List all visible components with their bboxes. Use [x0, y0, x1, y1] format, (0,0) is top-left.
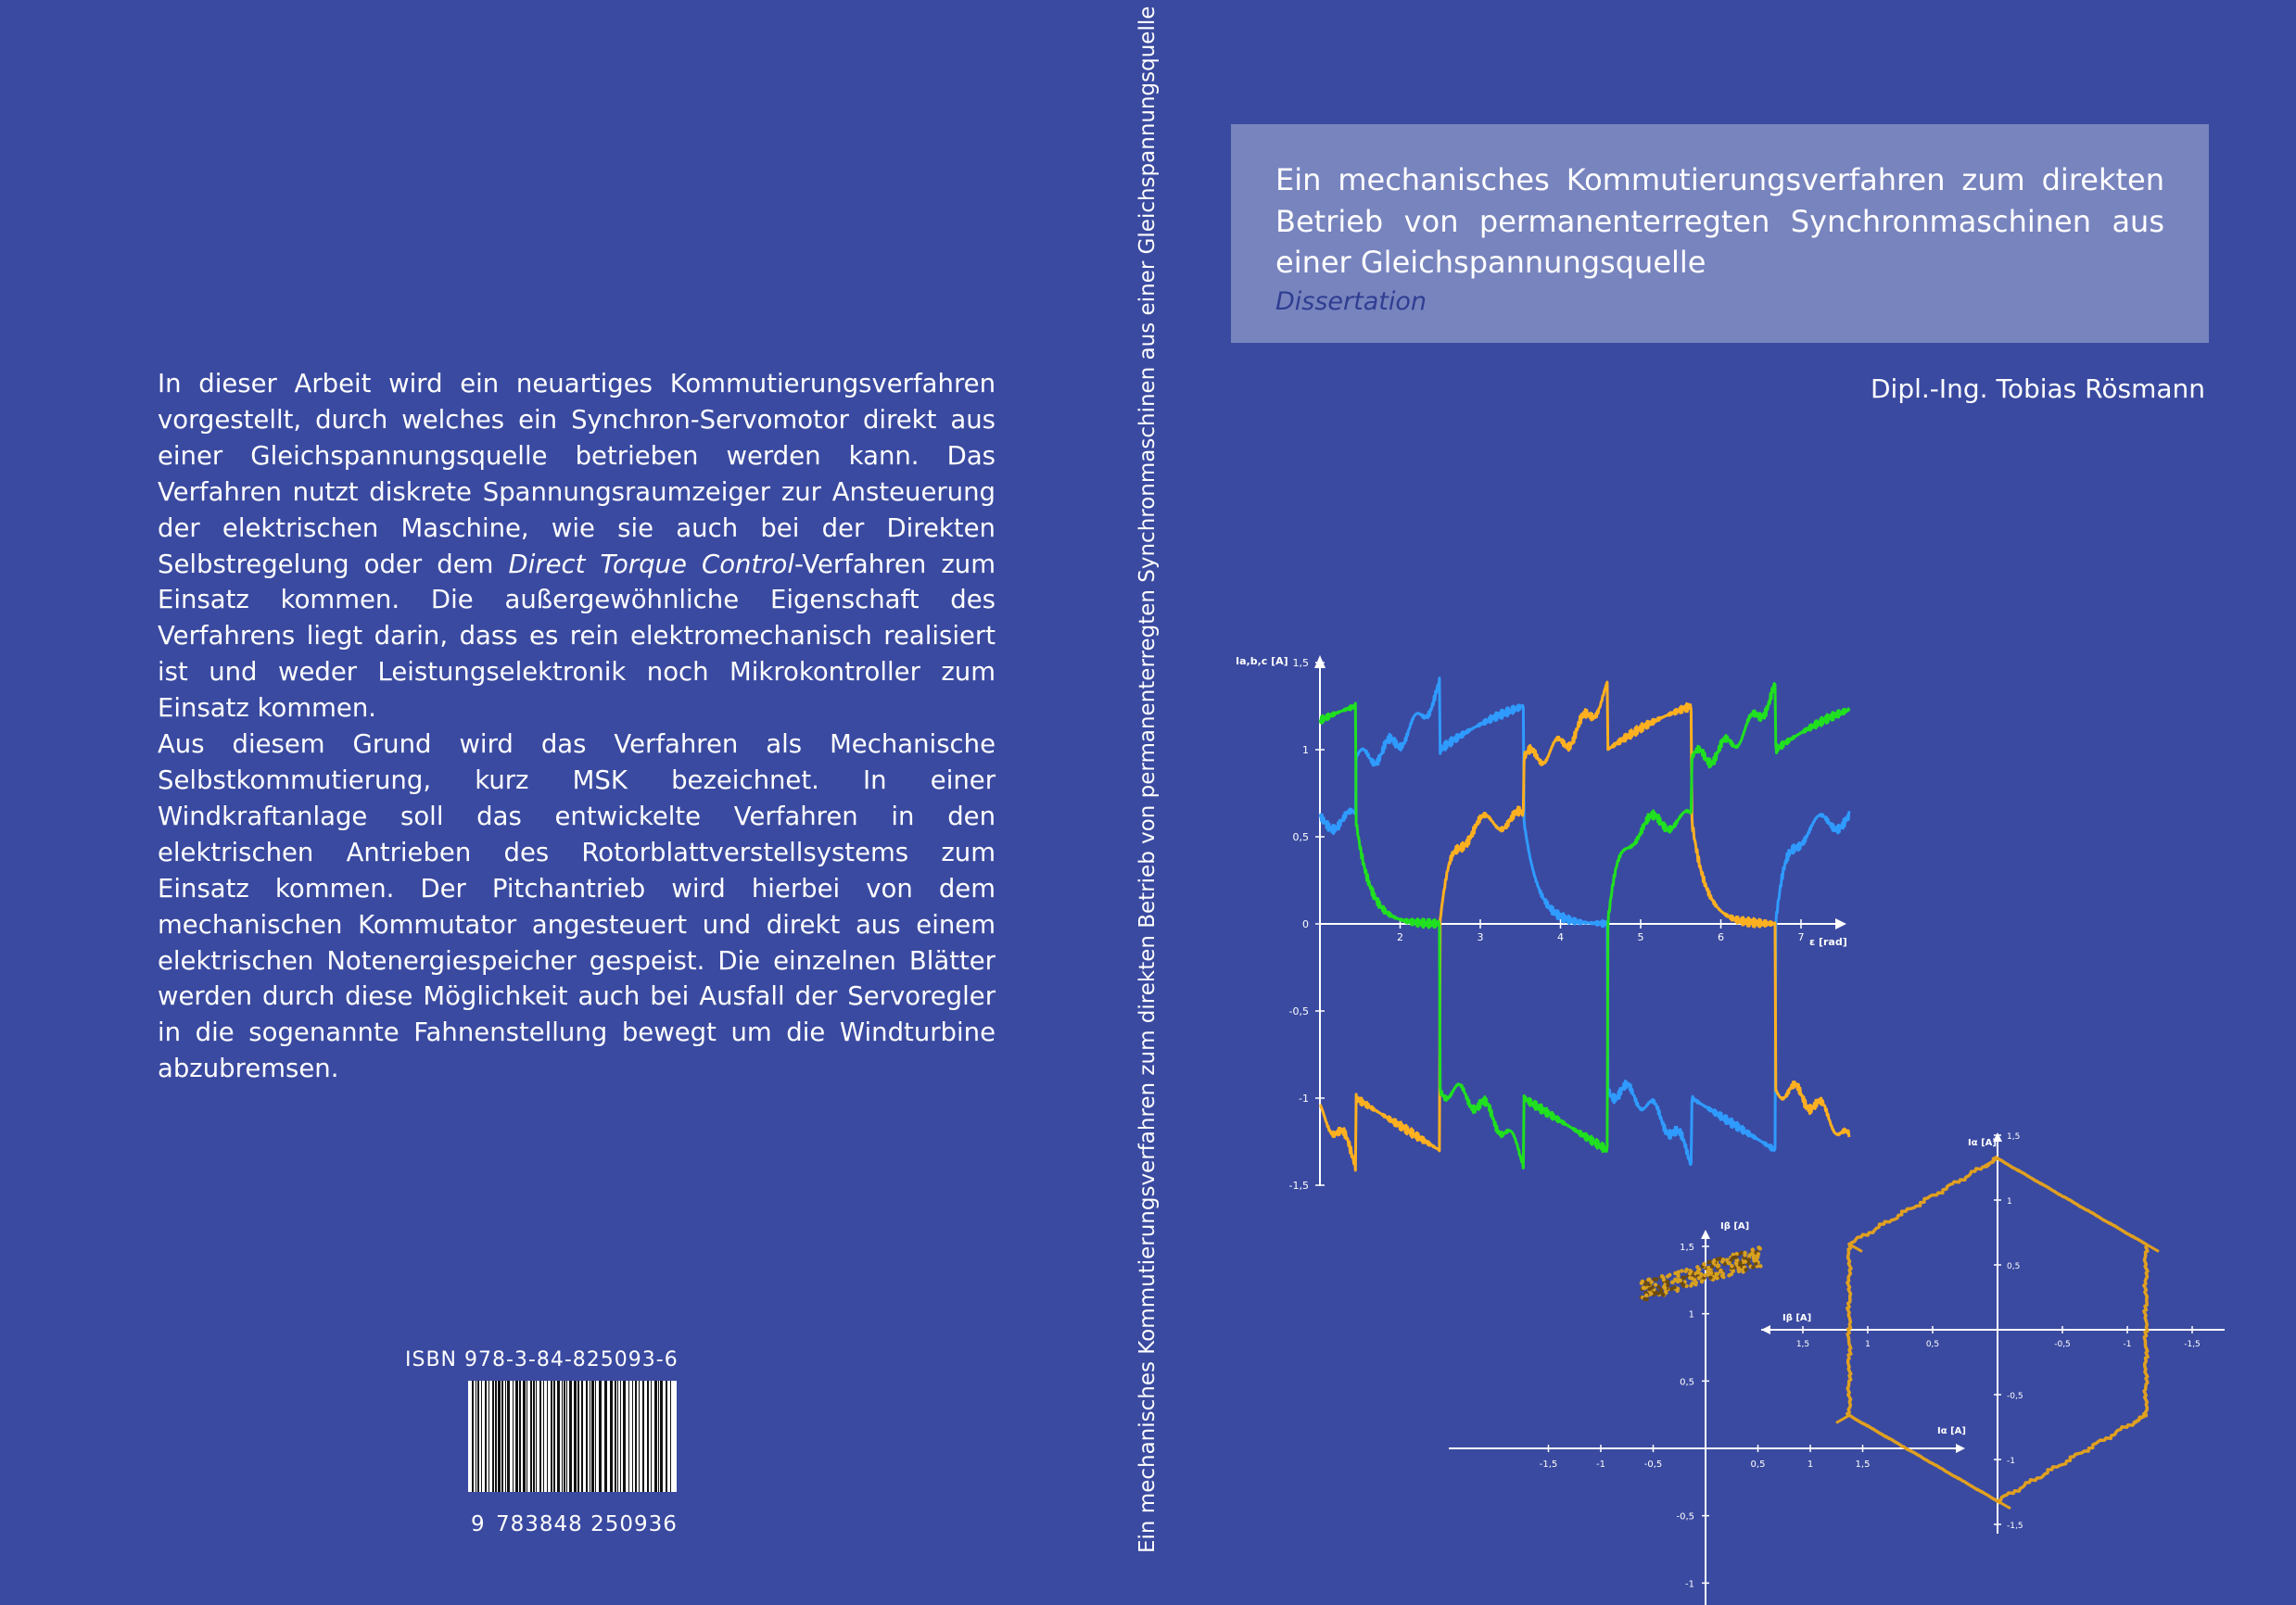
x-tick-label: 1,5: [1795, 1340, 1810, 1349]
scatter-point: [1661, 1275, 1665, 1279]
scatter-point: [1654, 1283, 1657, 1286]
x-tick-label: 2: [1397, 931, 1403, 943]
barcode-bar: [543, 1381, 544, 1492]
x-tick-label: 1,5: [1855, 1460, 1871, 1470]
scatter-point: [1661, 1293, 1665, 1296]
barcode-bar: [569, 1381, 572, 1509]
scatter-point: [1703, 1273, 1706, 1277]
y-tick-label: -0,5: [1288, 1005, 1309, 1017]
scatter-point: [1641, 1280, 1644, 1283]
hexagon-trajectory-chart: [1757, 1121, 2239, 1538]
barcode-bar: [564, 1381, 565, 1492]
y-tick-label: -1,5: [1288, 1180, 1309, 1192]
chart3-xlabel: Iβ [A]: [1782, 1313, 1812, 1323]
barcode-bar: [513, 1381, 514, 1492]
commutation-spike: [1985, 1158, 1998, 1166]
scatter-point: [1747, 1257, 1751, 1261]
scatter-point: [1719, 1270, 1722, 1273]
scatter-point: [1733, 1256, 1737, 1259]
phase-b-curve: [1320, 682, 1849, 1170]
barcode-bar: [639, 1381, 640, 1492]
y-tick-label: -1: [1685, 1579, 1694, 1590]
barcode-bar: [515, 1381, 518, 1492]
x-tick-label: 3: [1477, 931, 1484, 943]
barcode-bar: [566, 1381, 567, 1492]
scatter-point: [1744, 1268, 1747, 1271]
barcode-bar: [477, 1381, 479, 1509]
scatter-point: [1656, 1291, 1660, 1295]
scatter-point: [1643, 1283, 1647, 1286]
barcode-bar: [574, 1381, 577, 1509]
chart1-ylabel: Ia,b,c [A]: [1236, 655, 1288, 667]
scatter-point: [1688, 1271, 1692, 1275]
scatter-point: [1663, 1286, 1667, 1290]
x-tick-label: -1: [1596, 1460, 1605, 1470]
scatter-point: [1650, 1280, 1654, 1283]
barcode-bar: [623, 1381, 626, 1492]
barcode-bar: [533, 1381, 535, 1492]
scatter-point: [1642, 1286, 1645, 1290]
scatter-point: [1644, 1294, 1648, 1297]
barcode-bar: [604, 1381, 607, 1492]
y-tick-label: 1: [1302, 744, 1309, 756]
beta-axis-arrow-icon: [1701, 1230, 1710, 1239]
scatter-point: [1737, 1270, 1741, 1273]
barcode-bar: [519, 1381, 521, 1492]
x-tick-label: -0,5: [1643, 1460, 1663, 1470]
barcode-bar: [670, 1381, 671, 1509]
barcode-bar: [551, 1381, 552, 1492]
scatter-point: [1750, 1251, 1754, 1255]
y-tick-label: 0,5: [1680, 1377, 1694, 1388]
barcode-bar: [505, 1381, 506, 1492]
blurb-italic-term: Direct Torque Control: [508, 549, 795, 579]
barcode-bar: [488, 1381, 489, 1492]
blurb-text-1: In dieser Arbeit wird ein neuartiges Kommutierungsverfahren vorgestellt, durch welches ein Synchron-Servomotor direkt aus einer Gleichspannungsquelle betrieben werden kann. Das Verfahren nutzt diskrete Spannungsraumzeiger zur Ansteuerung der elektrischen Maschine, wie sie auch bei der Direkten Selbstregelung oder dem: [158, 369, 996, 579]
barcode-bar: [577, 1381, 579, 1492]
barcode-bar: [485, 1381, 487, 1492]
y-tick-label: -1: [2007, 1457, 2015, 1466]
scatter-point: [1691, 1282, 1694, 1285]
chart2-ylabel: Iβ [A]: [1720, 1221, 1750, 1232]
title-box: [1231, 124, 2209, 343]
barcode-bar: [501, 1381, 503, 1492]
scatter-point: [1688, 1276, 1692, 1280]
author-name: Dipl.-Ing. Tobias Rösmann: [1871, 373, 2205, 404]
scatter-point: [1744, 1259, 1747, 1263]
barcode-bar: [492, 1381, 494, 1492]
y-tick-label: 0,5: [2007, 1262, 2021, 1271]
isbn-label: ISBN 978-3-84-825093-6: [405, 1348, 679, 1371]
scatter-point: [1717, 1264, 1720, 1268]
barcode-bar: [642, 1381, 644, 1492]
scatter-point: [1696, 1270, 1700, 1273]
barcode-bar: [586, 1381, 588, 1492]
barcode-bar: [481, 1381, 482, 1492]
barcode-bar: [654, 1381, 657, 1492]
barcode-bar: [660, 1381, 663, 1492]
y-tick-label: 1,5: [2007, 1132, 2021, 1142]
barcode-bar: [635, 1381, 637, 1492]
blurb-text-2: -Verfahren zum Einsatz kommen. Die außergewöhnliche Eigenschaft des Verfahrens liegt darin, dass es rein elektromechanisch realisiert ist und weder Leistungselektronik noch Mikrokontroller zum Einsatz kommen.: [158, 549, 996, 724]
scatter-point: [1670, 1281, 1674, 1284]
scatter-point: [1730, 1272, 1733, 1276]
barcode-bar: [530, 1381, 532, 1492]
barcode-first-digit: 9: [471, 1512, 485, 1536]
x-tick-label: 4: [1557, 931, 1564, 943]
barcode-bar: [610, 1381, 613, 1492]
x-tick-label: 1: [1865, 1340, 1871, 1349]
scatter-point: [1676, 1274, 1680, 1278]
x-tick-label: 5: [1637, 931, 1644, 943]
barcode-bar: [620, 1381, 621, 1492]
barcode-bar: [595, 1381, 596, 1492]
scatter-point: [1715, 1276, 1719, 1280]
book-title: Ein mechanisches Kommutierungsverfahren zum direkten Betrieb von permanenterregten Synchronmaschinen aus einer Gleichspannungsquelle: [1275, 162, 2164, 280]
scatter-point: [1647, 1287, 1651, 1291]
phase-current-chart: [1224, 644, 1872, 1200]
barcode: [468, 1381, 677, 1515]
barcode-bar: [495, 1381, 497, 1492]
scatter-point: [1702, 1262, 1706, 1266]
barcode-bar: [615, 1381, 616, 1492]
scatter-point: [1714, 1272, 1718, 1276]
y-tick-label: 1: [1688, 1309, 1694, 1321]
scatter-point: [1712, 1259, 1716, 1263]
y-tick-label: 1,5: [1680, 1243, 1694, 1253]
blurb-paragraph-2: Aus diesem Grund wird das Verfahren als Mechanische Selbstkommutierung, kurz MSK bezeichnet. In einer Windkraftanlage soll das entwickelte Verfahren in den elektrischen Antrieben des Rotorblattverstellsystems zum Einsatz kommen. Der Pitchantrieb wird hierbei von dem mechanischen Kommutator angesteuert und direkt aus einem elektrischen Notenergiespeicher gespeist. Die einzelnen Blätter werden durch diese Möglichkeit auch bei Ausfall der Servoregler in die sogenannte Fahnenstellung bewegt um die Windturbine abzubremsen.: [158, 729, 996, 1084]
scatter-point: [1738, 1263, 1742, 1267]
barcode-bar: [557, 1381, 560, 1492]
scatter-point: [1751, 1265, 1755, 1269]
scatter-point: [1743, 1253, 1746, 1257]
barcode-digits: 783848 250936: [496, 1512, 678, 1536]
x-tick-label: 0,5: [1750, 1460, 1766, 1470]
y-tick-label: 1: [2007, 1197, 2012, 1207]
scatter-point: [1706, 1270, 1709, 1274]
x-tick-label: 1: [1807, 1460, 1814, 1470]
scatter-point: [1730, 1264, 1733, 1268]
y-tick-label: 0: [1302, 918, 1309, 930]
scatter-point: [1708, 1276, 1712, 1280]
barcode-bar: [498, 1381, 501, 1492]
x-tick-label: 6: [1718, 931, 1724, 943]
scatter-point: [1666, 1274, 1669, 1278]
scatter-point: [1706, 1260, 1710, 1264]
barcode-bar: [562, 1381, 563, 1492]
x-tick-label: -1: [2123, 1340, 2132, 1349]
barcode-bar: [617, 1381, 618, 1492]
barcode-bar: [599, 1381, 602, 1492]
hex-x-arrow-icon: [1761, 1325, 1770, 1334]
y-tick-label: 1,5: [1292, 657, 1309, 669]
scatter-point: [1659, 1288, 1663, 1292]
barcode-bar: [526, 1381, 527, 1492]
book-subtitle: Dissertation: [1275, 286, 1427, 316]
scatter-point: [1684, 1270, 1688, 1273]
barcode-bar: [628, 1381, 629, 1492]
scatter-point: [1655, 1277, 1658, 1281]
barcode-bar: [553, 1381, 555, 1492]
chart3-ylabel: Iα [A]: [1968, 1138, 1997, 1148]
y-axis-arrow-icon: [1314, 655, 1326, 668]
back-cover-blurb: [158, 366, 996, 1087]
barcode-bar: [547, 1381, 548, 1492]
spine-text: Ein mechanisches Kommutierungsverfahren zum direkten Betrieb von permanenterregten Synchronmaschinen aus einer Gleichspannungsquelle: [1135, 6, 1160, 1553]
blurb-paragraph-1: [158, 366, 996, 727]
barcode-bar: [536, 1381, 537, 1492]
scatter-point: [1700, 1279, 1704, 1283]
x-tick-label: 0,5: [1925, 1340, 1940, 1349]
scatter-point: [1672, 1285, 1676, 1289]
barcode-bar: [632, 1381, 633, 1492]
chart1-xlabel: ε [rad]: [1809, 936, 1847, 948]
barcode-bar: [539, 1381, 541, 1492]
barcode-bar: [581, 1381, 583, 1492]
scatter-point: [1721, 1257, 1725, 1261]
barcode-bar: [472, 1381, 474, 1509]
x-tick-label: -0,5: [2054, 1340, 2071, 1349]
y-tick-label: -0,5: [1676, 1511, 1694, 1523]
barcode-bar: [523, 1381, 526, 1492]
commutation-spike: [1836, 1415, 1849, 1422]
scatter-point: [1710, 1265, 1714, 1269]
scatter-point: [1666, 1283, 1669, 1286]
scatter-point: [1643, 1297, 1646, 1301]
barcode-bar: [647, 1381, 649, 1492]
x-tick-label: -1,5: [2184, 1340, 2201, 1349]
chart2-xlabel: Iα [A]: [1937, 1426, 1966, 1436]
scatter-point: [1697, 1276, 1701, 1280]
scatter-point: [1721, 1275, 1725, 1279]
barcode-bar: [651, 1381, 652, 1492]
barcode-bar: [507, 1381, 510, 1492]
y-tick-label: -1: [1299, 1093, 1309, 1105]
y-tick-label: -1,5: [2007, 1522, 2023, 1531]
x-axis-arrow-icon: [1835, 918, 1846, 929]
x-tick-label: -1,5: [1539, 1460, 1558, 1470]
x-tick-label: 7: [1797, 931, 1805, 943]
barcode-bar: [658, 1381, 659, 1492]
y-tick-label: -0,5: [2007, 1392, 2023, 1401]
y-tick-label: 0,5: [1292, 831, 1309, 843]
barcode-bar: [666, 1381, 667, 1509]
barcode-bar: [591, 1381, 594, 1492]
scatter-point: [1679, 1279, 1682, 1283]
commutation-spike: [1998, 1501, 2011, 1509]
